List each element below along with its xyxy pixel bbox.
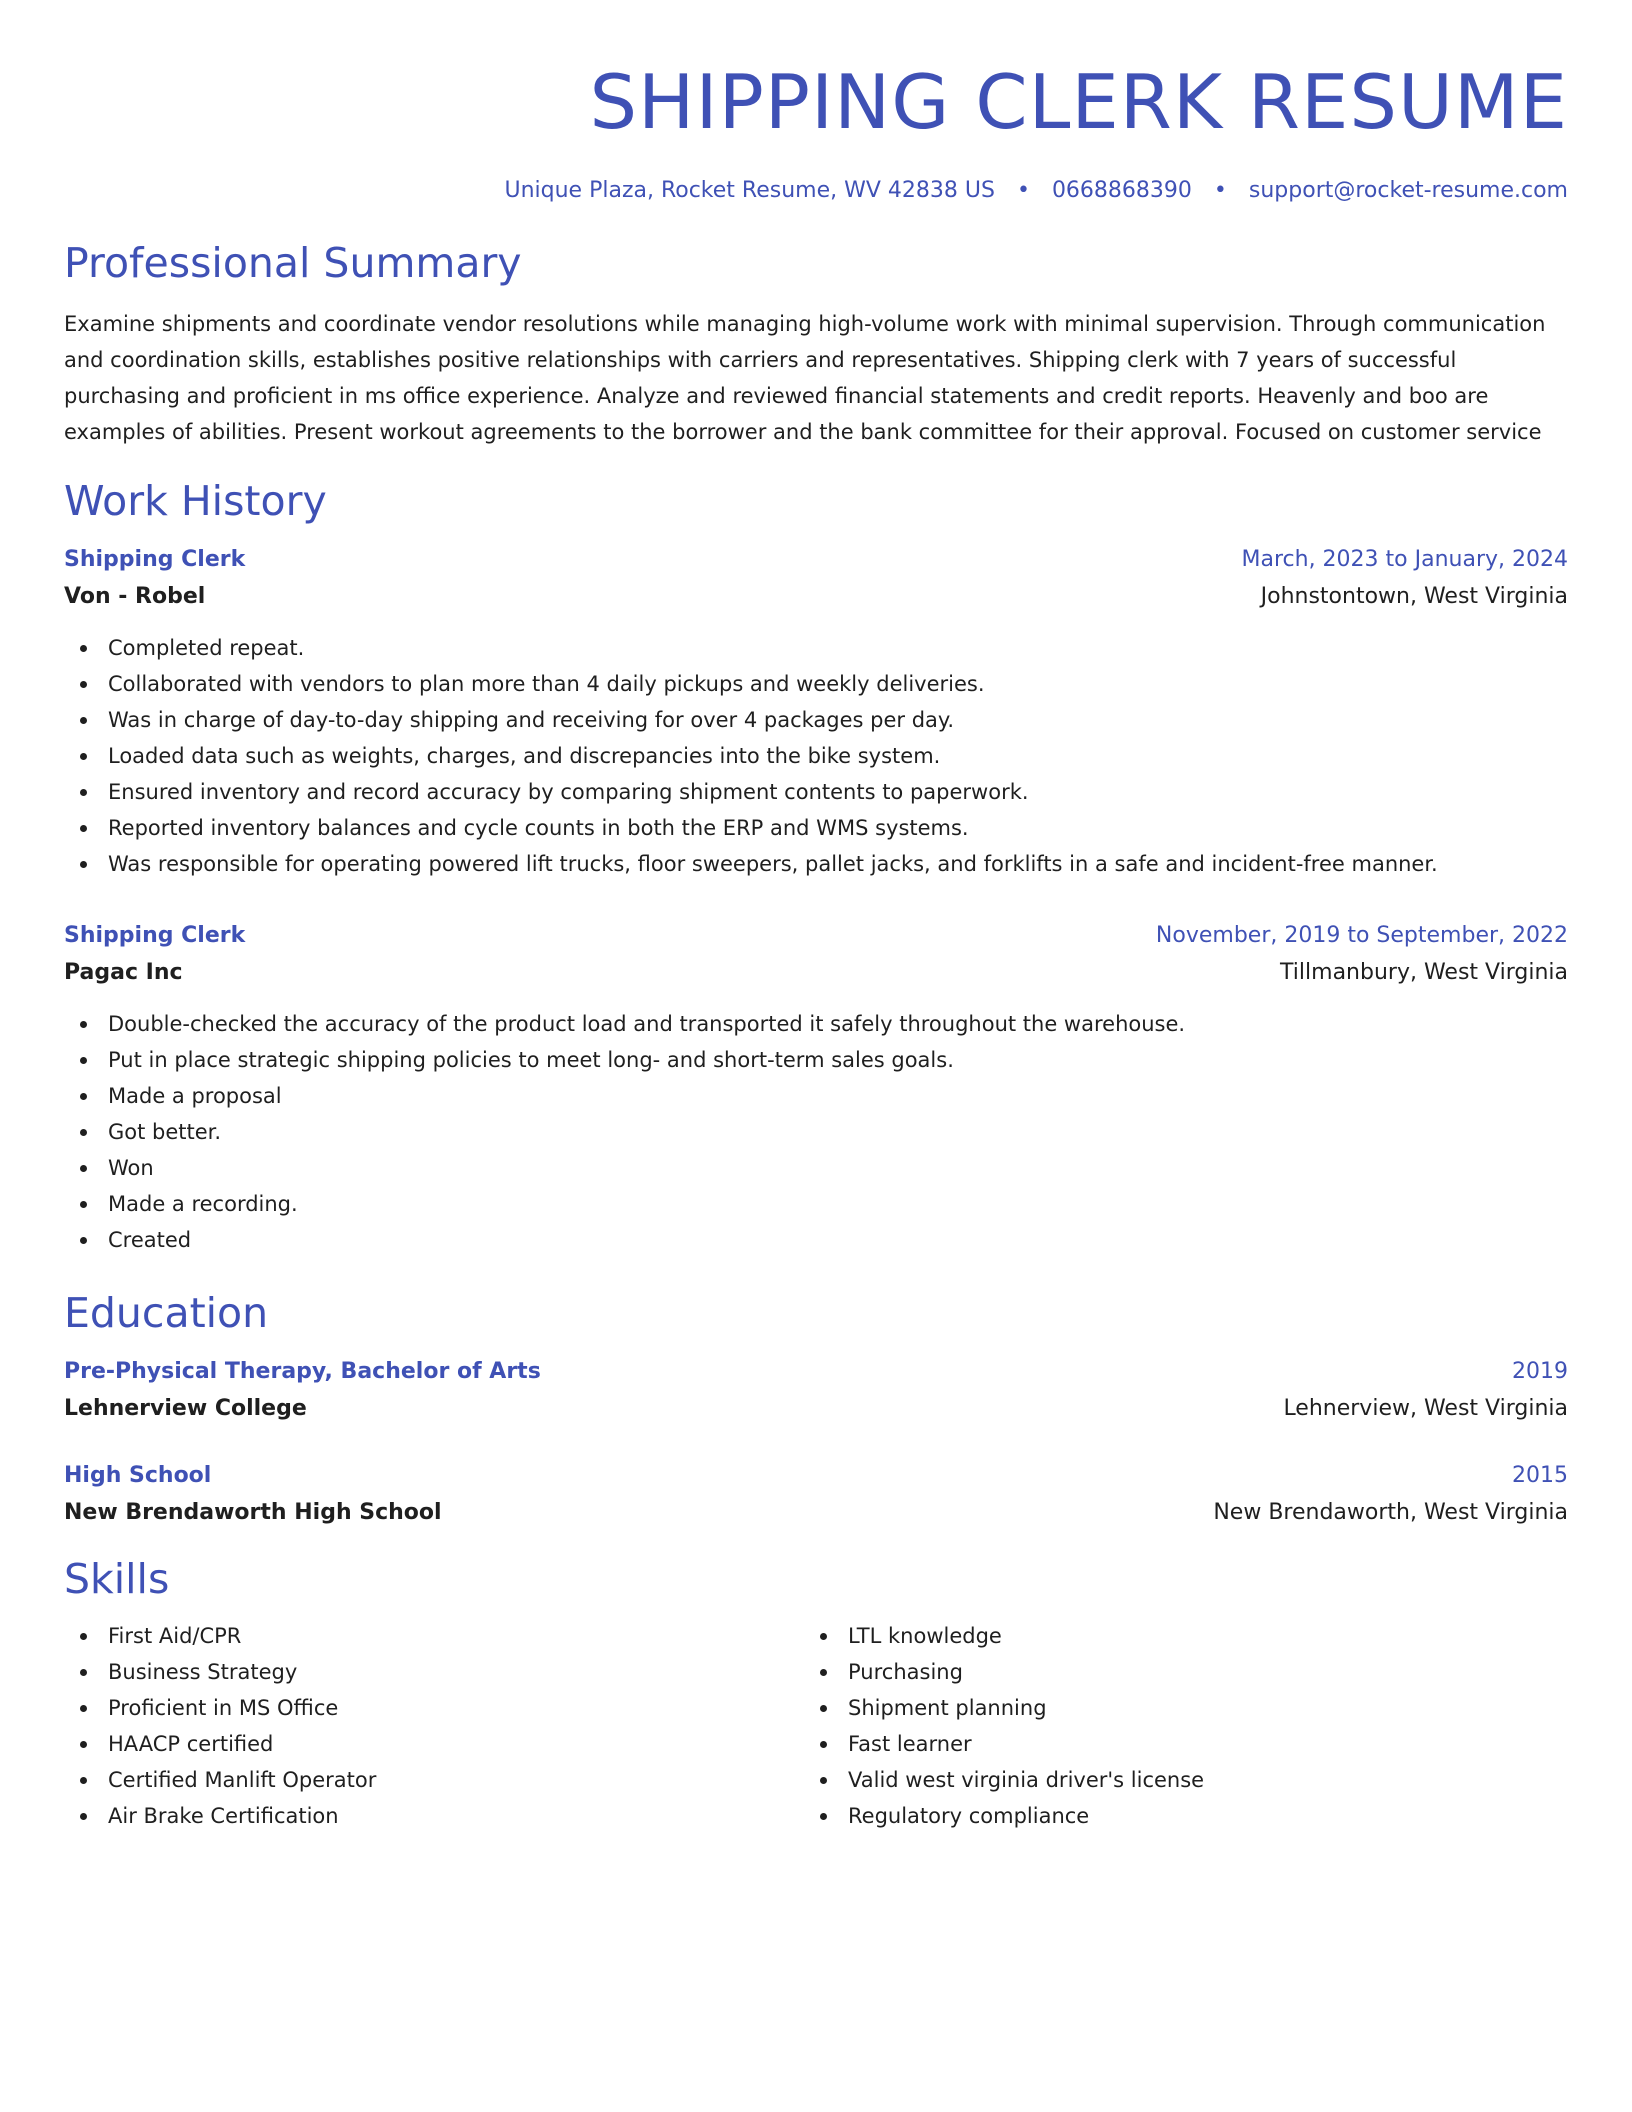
skill-item: Purchasing — [804, 1654, 1544, 1690]
job-location: Tillmanbury, West Virginia — [1280, 960, 1568, 985]
job-bullet: Was responsible for operating powered lift trucks, floor sweepers, pallet jacks, and forklifts in a safe and incident-free manner. — [64, 846, 1568, 882]
contact-separator: • — [1016, 178, 1030, 203]
skill-item: Certified Manlift Operator — [64, 1762, 804, 1798]
job-bullet: Won — [64, 1150, 1568, 1186]
section-title-skills: Skills — [64, 1555, 170, 1603]
job-location: Johnstontown, West Virginia — [1260, 584, 1568, 609]
job-dates: March, 2023 to January, 2024 — [1241, 547, 1568, 572]
contact-address: Unique Plaza, Rocket Resume, WV 42838 US — [504, 178, 995, 203]
job-bullet: Made a proposal — [64, 1078, 1568, 1114]
skills-column-left — [64, 1618, 804, 1834]
education-entry — [64, 1458, 1568, 1532]
skill-item: Shipment planning — [804, 1690, 1544, 1726]
skill-item: Air Brake Certification — [64, 1798, 804, 1834]
skills-list-right — [804, 1618, 1544, 1834]
skill-item: Fast learner — [804, 1726, 1544, 1762]
education-year: 2019 — [1512, 1359, 1568, 1384]
job-role: Shipping Clerk — [64, 547, 246, 572]
skills-list-left — [64, 1618, 804, 1834]
job-bullet: Completed repeat. — [64, 630, 1568, 666]
skill-item: Regulatory compliance — [804, 1798, 1544, 1834]
job-bullet: Collaborated with vendors to plan more than 4 daily pickups and weekly deliveries. — [64, 666, 1568, 702]
job-company: Pagac Inc — [64, 960, 183, 985]
education-entry — [64, 1354, 1568, 1428]
job-bullets — [64, 630, 1568, 882]
job-entry — [64, 542, 1568, 882]
education-school: New Brendaworth High School — [64, 1500, 442, 1525]
job-company: Von - Robel — [64, 584, 206, 609]
skill-item: Valid west virginia driver's license — [804, 1762, 1544, 1798]
contact-email: support@rocket-resume.com — [1248, 178, 1568, 203]
contact-separator: • — [1213, 178, 1227, 203]
job-bullet: Got better. — [64, 1114, 1568, 1150]
job-bullet: Made a recording. — [64, 1186, 1568, 1222]
section-title-education: Education — [64, 1289, 269, 1337]
job-bullet: Reported inventory balances and cycle counts in both the ERP and WMS systems. — [64, 810, 1568, 846]
education-location: New Brendaworth, West Virginia — [1213, 1500, 1568, 1525]
job-bullets — [64, 1006, 1568, 1258]
skill-item: HAACP certified — [64, 1726, 804, 1762]
resume-title: SHIPPING CLERK RESUME — [589, 58, 1568, 146]
job-bullet: Double-checked the accuracy of the product load and transported it safely throughout the warehouse. — [64, 1006, 1568, 1042]
skills-grid — [64, 1618, 1568, 1834]
skill-item: Business Strategy — [64, 1654, 804, 1690]
contact-phone: 0668868390 — [1051, 178, 1192, 203]
job-bullet: Created — [64, 1222, 1568, 1258]
section-title-work-history: Work History — [64, 477, 327, 525]
summary-text: Examine shipments and coordinate vendor resolutions while managing high-volume work with minimal supervision. Through communication and coordination skills, establishes positive relationships with carriers and representatives. Shipping clerk with 7 years of successful purchasing and proficient in ms office experience. Analyze and reviewed financial statements and credit reports. Heavenly and boo are examples of abilities. Present workout agreements to the borrower and the bank committee for their approval. Focused on customer service — [64, 312, 1546, 444]
education-year: 2015 — [1512, 1463, 1568, 1488]
job-dates: November, 2019 to September, 2022 — [1155, 923, 1568, 948]
contact-line — [64, 176, 1568, 206]
job-role: Shipping Clerk — [64, 923, 246, 948]
job-bullet: Loaded data such as weights, charges, and discrepancies into the bike system. — [64, 738, 1568, 774]
job-entry — [64, 918, 1568, 1258]
skill-item: Proficient in MS Office — [64, 1690, 804, 1726]
job-bullet: Ensured inventory and record accuracy by comparing shipment contents to paperwork. — [64, 774, 1568, 810]
skills-column-right — [804, 1618, 1544, 1834]
job-bullet: Was in charge of day-to-day shipping and receiving for over 4 packages per day. — [64, 702, 1568, 738]
job-bullet: Put in place strategic shipping policies to meet long- and short-term sales goals. — [64, 1042, 1568, 1078]
skill-item: First Aid/CPR — [64, 1618, 804, 1654]
skill-item: LTL knowledge — [804, 1618, 1544, 1654]
education-degree: Pre-Physical Therapy, Bachelor of Arts — [64, 1359, 541, 1384]
section-title-summary: Professional Summary — [64, 239, 522, 287]
education-school: Lehnerview College — [64, 1396, 307, 1421]
education-location: Lehnerview, West Virginia — [1283, 1396, 1568, 1421]
education-degree: High School — [64, 1463, 212, 1488]
